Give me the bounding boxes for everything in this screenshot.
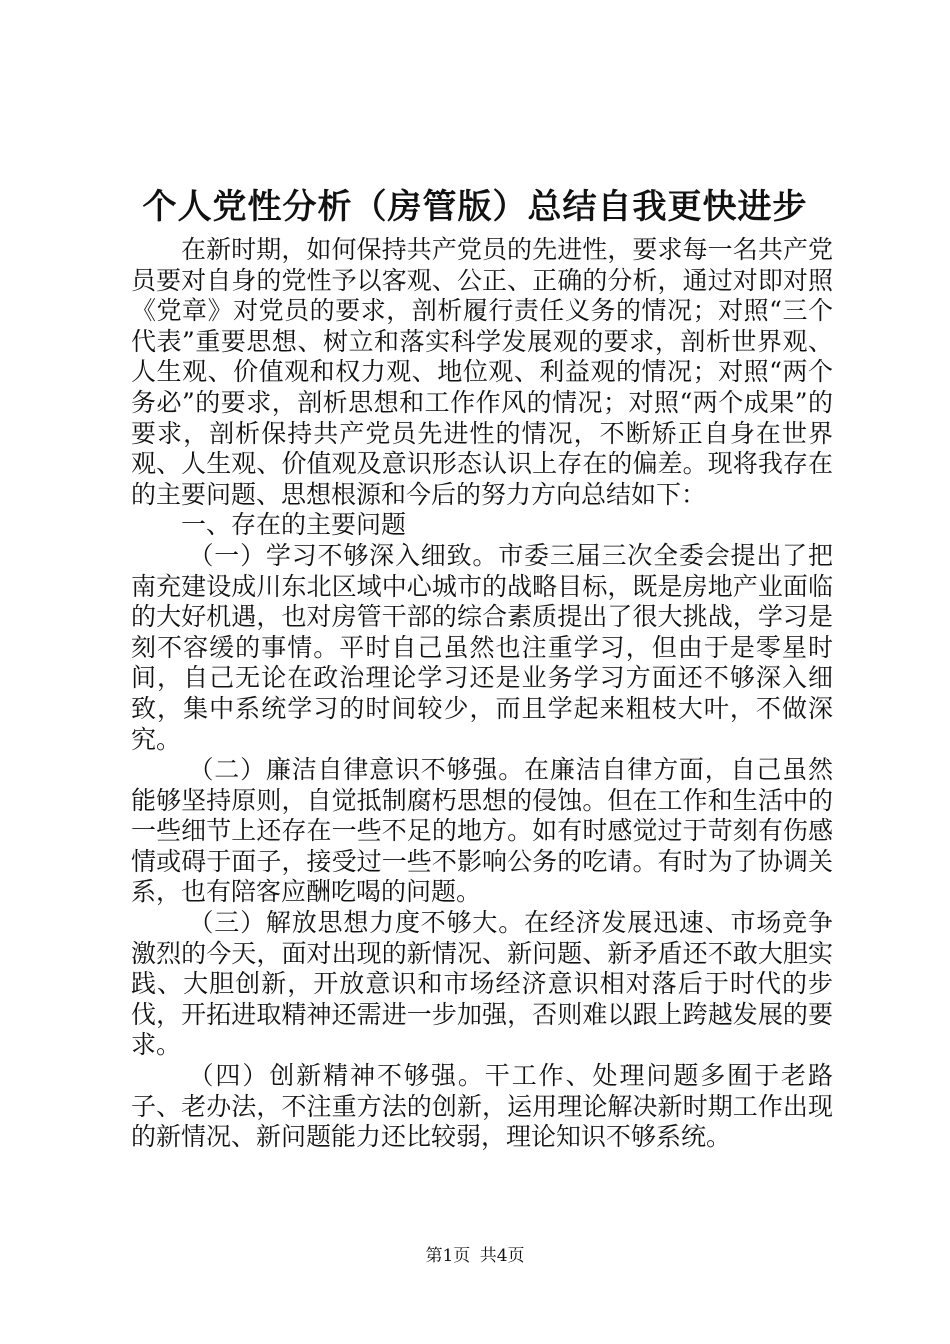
problem-item-1: （一）学习不够深入细致。市委三届三次全委会提出了把南充建设成川东北区域中心城市的战略目标，既是房地产业面临的大好机遇，也对房管干部的综合素质提出了很大挑战，学习是刻不容缓的事情。平时自己虽然也注重学习，但由于是零星时间，自己无论在政治理论学习还是业务学习方面还不够深入细致，集中系统学习的时间较少，而且学起来粗枝大叶，不做深究。 [131,540,833,754]
problem-item-3: （三）解放思想力度不够大。在经济发展迅速、市场竞争激烈的今天，面对出现的新情况、新问题、新矛盾还不敢大胆实践、大胆创新，开放意识和市场经济意识相对落后于时代的步伐，开拓进取精神还需进一步加强，否则难以跟上跨越发展的要求。 [131,908,833,1060]
problem-item-2: （二）廉洁自律意识不够强。在廉洁自律方面，自己虽然能够坚持原则，自觉抵制腐朽思想的侵蚀。但在工作和生活中的一些细节上还存在一些不足的地方。如有时感觉过于苛刻有伤感情或碍于面子，接受过一些不影响公务的吃请。有时为了协调关系，也有陪客应酬吃喝的问题。 [131,755,833,907]
intro-paragraph: 在新时期，如何保持共产党员的先进性，要求每一名共产党员要对自身的党性予以客观、公正、正确的分析，通过对即对照《党章》对党员的要求，剖析履行责任义务的情况；对照“三个代表”重要思想、树立和落实科学发展观的要求，剖析世界观、人生观、价值观和权力观、地位观、利益观的情况；对照“两个务必”的要求，剖析思想和工作作风的情况；对照“两个成果”的要求，剖析保持共产党员先进性的情况，不断矫正自身在世界观、人生观、价值观及意识形态认识上存在的偏差。现将我存在的主要问题、思想根源和今后的努力方向总结如下： [131,235,833,509]
section-heading: 一、存在的主要问题 [181,510,407,540]
document-body [131,235,833,1153]
document-title: 个人党性分析（房管版）总结自我更快进步 [142,187,808,227]
page-number: 第1页 [425,1246,471,1266]
problem-item-4: （四）创新精神不够强。干工作、处理问题多囿于老路子、老办法，不注重方法的创新，运用理论解决新时期工作出现的新情况、新问题能力还比较弱，理论知识不够系统。 [131,1061,833,1152]
page-total: 共4页 [479,1246,525,1266]
page-footer [0,1244,950,1268]
